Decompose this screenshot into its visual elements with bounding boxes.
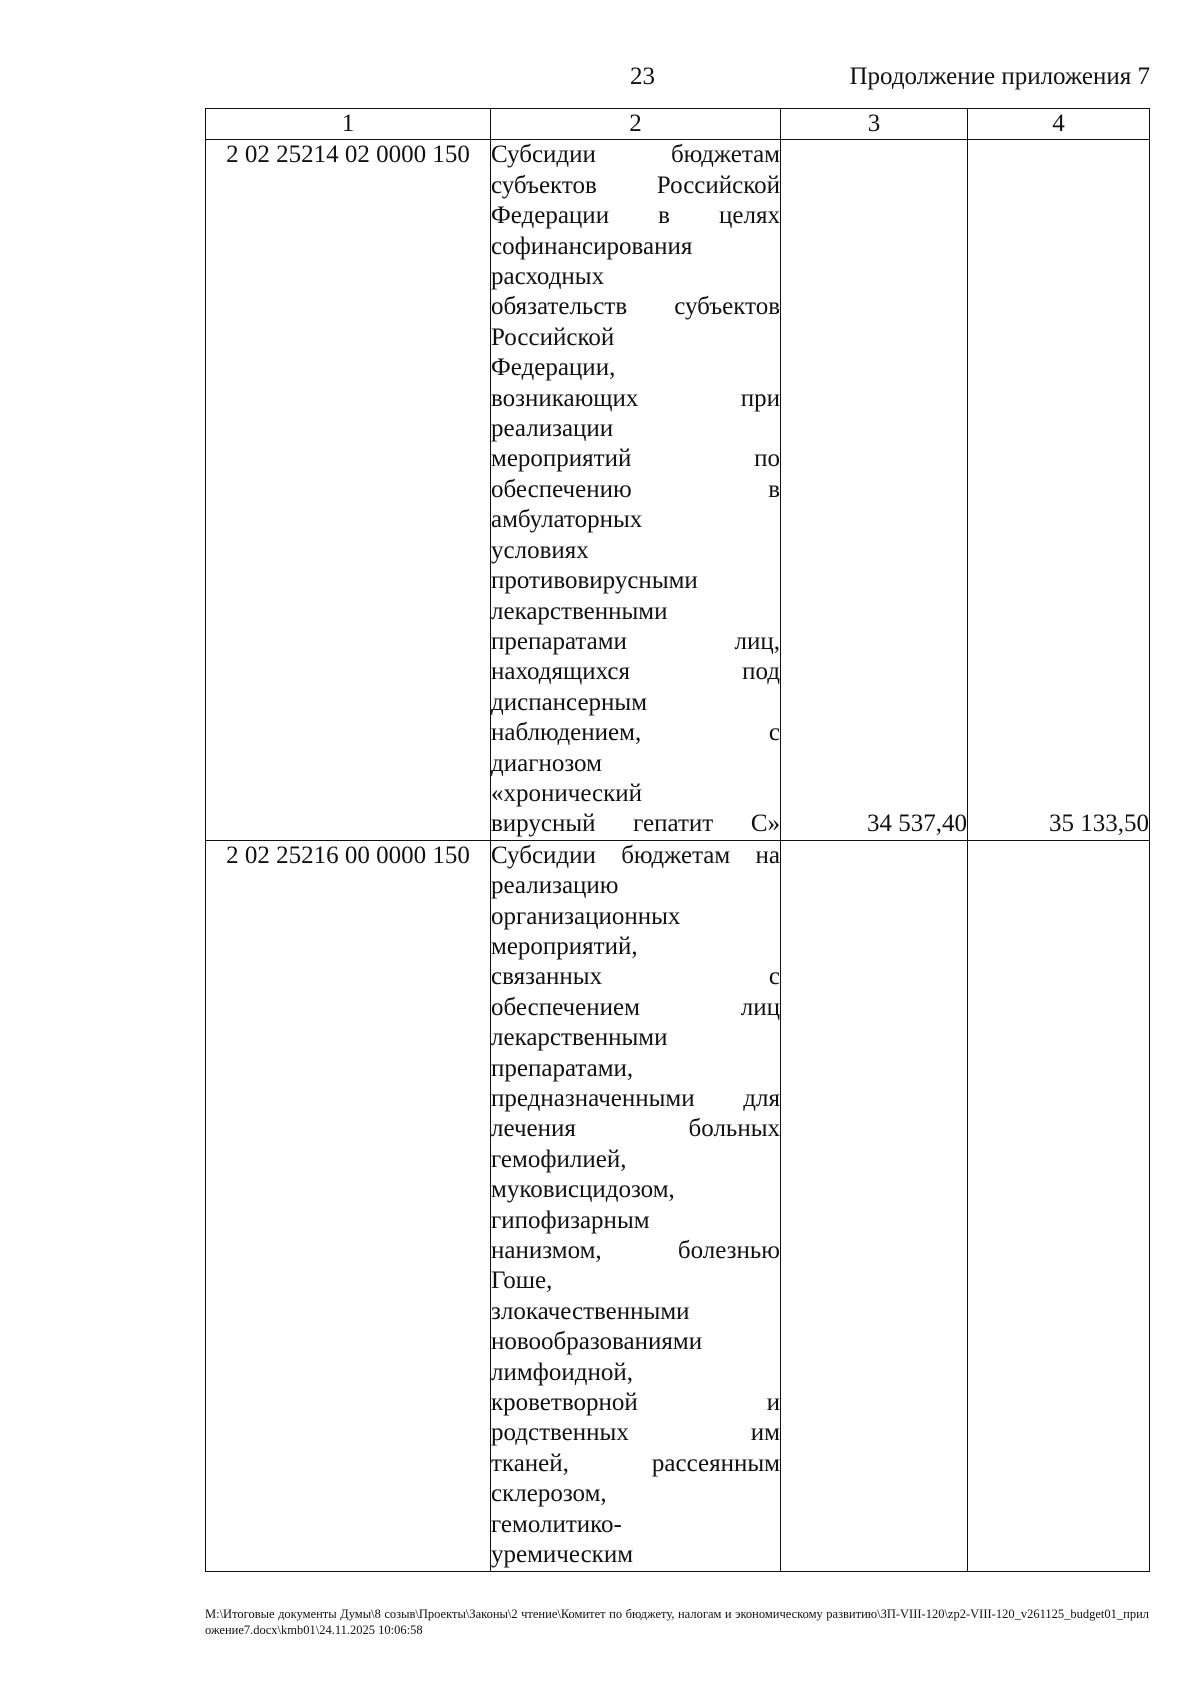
description-line: гемофилией, xyxy=(491,1145,627,1173)
description-line: «хронический xyxy=(491,779,643,807)
table-row xyxy=(206,140,1150,840)
income-code-cell: 2 02 25214 02 0000 150 xyxy=(206,140,491,840)
description-line: реализацию xyxy=(491,872,619,900)
table-row xyxy=(206,840,1150,1571)
description-line: диагнозом xyxy=(491,749,602,777)
description-line: злокачественными xyxy=(491,1297,690,1325)
description-line: Федерации в целях xyxy=(491,202,780,230)
description-line: амбулаторных xyxy=(491,506,643,534)
appendix-continuation-title: Продолжение приложения 7 xyxy=(849,63,1150,90)
amount-col3-cell: 34 537,40 xyxy=(781,140,968,840)
description-line: возникающих при xyxy=(491,384,780,412)
income-description-cell xyxy=(491,840,781,1571)
description-line: препаратами, xyxy=(491,1054,634,1082)
description-line: софинансирования xyxy=(491,232,693,260)
description-line: Субсидии бюджетам на xyxy=(491,841,780,869)
description-line: родственных им xyxy=(491,1419,780,1447)
description-line: мероприятий, xyxy=(491,932,638,960)
description-line: предназначенными для xyxy=(491,1085,780,1112)
description-line: нанизмом, болезнью xyxy=(491,1237,780,1265)
income-code-cell: 2 02 25216 00 0000 150 xyxy=(206,840,491,1571)
column-header-4: 4 xyxy=(968,109,1150,140)
description-line: гипофизарным xyxy=(491,1206,650,1234)
description-line: связанных с xyxy=(491,963,780,991)
column-header-2: 2 xyxy=(491,109,781,140)
description-line: тканей, рассеянным xyxy=(491,1449,780,1477)
description-line: лекарственными xyxy=(491,1024,668,1052)
column-header-1: 1 xyxy=(206,109,491,140)
description-line: лимфоидной, xyxy=(491,1358,633,1386)
description-line: муковисцидозом, xyxy=(491,1176,675,1204)
description-line: Российской xyxy=(491,323,615,351)
description-line: мероприятий по xyxy=(491,445,780,473)
page-number: 23 xyxy=(630,63,655,90)
income-description-cell xyxy=(491,140,781,840)
description-line: гемолитико- xyxy=(491,1510,622,1538)
description-line: склерозом, xyxy=(491,1480,607,1508)
description-line: наблюдением, с xyxy=(491,719,780,747)
description-line: препаратами лиц, xyxy=(491,627,780,655)
description-line: реализации xyxy=(491,415,614,443)
description-line: диспансерным xyxy=(491,688,648,716)
column-header-3: 3 xyxy=(781,109,968,140)
amount-col4-cell xyxy=(968,840,1150,1571)
description-line: новообразованиями xyxy=(491,1328,703,1356)
description-line: Гоше, xyxy=(491,1267,553,1295)
budget-table xyxy=(205,108,1150,1572)
description-line: противовирусными xyxy=(491,567,698,595)
description-line: уремическим xyxy=(491,1541,634,1569)
description-line: обеспечению в xyxy=(491,475,780,503)
description-line: субъектов Российской xyxy=(491,171,780,199)
description-line: лекарственными xyxy=(491,597,668,625)
description-line: кроветворной и xyxy=(491,1389,780,1417)
document-file-path: M:\Итоговые документы Думы\8 созыв\Проекты\Законы\2 чтение\Комитет по бюджету, налогам и экономическому развитию\ЗП-VIII-120\zp2-VIII-120_v261125_budget01_приложение7.docx\kmb01\24.11.2025 10:06:58 xyxy=(205,1607,1149,1637)
description-line: обеспечением лиц xyxy=(491,993,780,1021)
description-line: условиях xyxy=(491,536,589,564)
description-line: организационных xyxy=(491,902,681,930)
description-line: Субсидии бюджетам xyxy=(491,141,780,169)
column-number-row xyxy=(206,109,1150,140)
description-line: лечения больных xyxy=(491,1115,780,1143)
description-line: Федерации, xyxy=(491,354,616,382)
description-line: находящихся под xyxy=(491,658,780,686)
amount-col4-cell: 35 133,50 xyxy=(968,140,1150,840)
description-line: расходных xyxy=(491,263,605,291)
description-line: обязательств субъектов xyxy=(491,293,780,321)
amount-col3-cell xyxy=(781,840,968,1571)
description-line: вирусный гепатит С» xyxy=(491,810,780,838)
